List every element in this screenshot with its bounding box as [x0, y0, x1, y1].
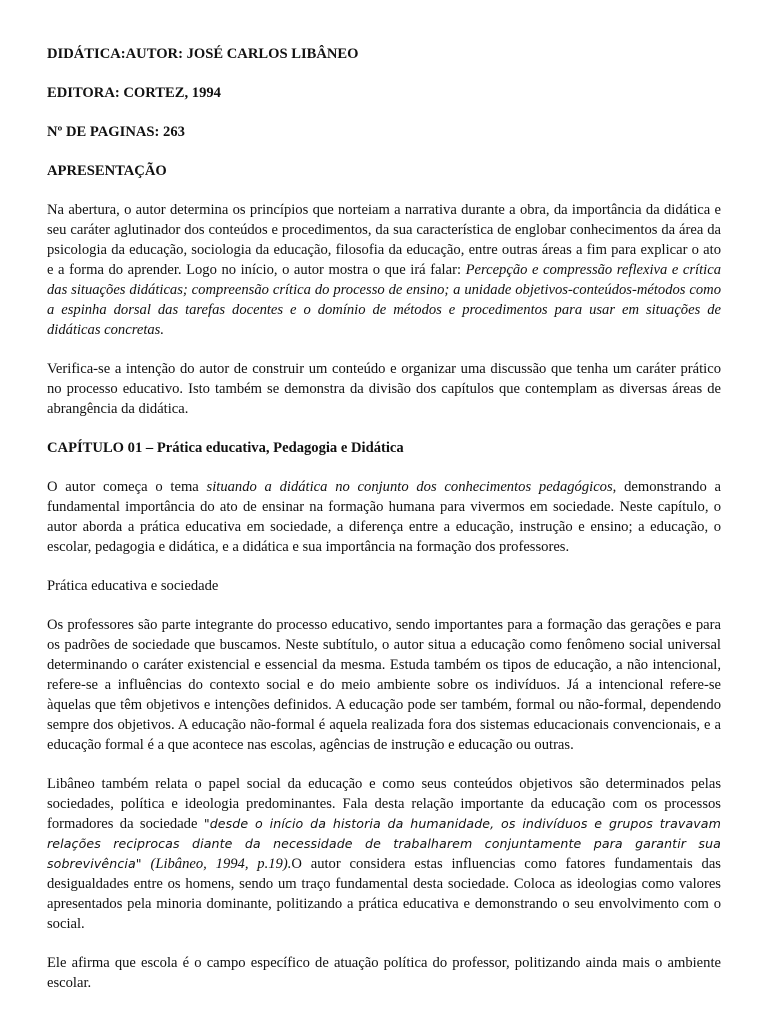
document-title: DIDÁTICA:AUTOR: JOSÉ CARLOS LIBÂNEO — [47, 46, 359, 62]
chapter-1-heading: CAPÍTULO 01 – Prática educativa, Pedagogia e Didática — [47, 440, 404, 456]
intro-paragraph-2: Verifica-se a intenção do autor de construir um conteúdo e organizar uma discussão que tenha um caráter prático no processo educativo. Isto também se demonstra da divisão dos capítulos que contemplam as diversas áreas de abrangência da didática. — [47, 361, 721, 417]
chapter-1-paragraph-3-start: Libâneo também relata o papel social da educação e como seus conteúdos objetivos são determinados pelas sociedades, política e ideologia predominantes. Fala desta relação importante da educação com os processos formadores da sociedade — [47, 776, 721, 832]
chapter-1-quote: "desde o início da historia da humanidade, os indivíduos e grupos travavam relações reciprocas diante da necessidade de trabalharem conjuntamente para garantir sua sobrevivência" — [47, 816, 721, 871]
chapter-1-paragraph-1-start: O autor começa o tema — [47, 479, 207, 495]
page-count-line: Nº DE PAGINAS: 263 — [47, 124, 185, 140]
subheading-pratica-educativa: Prática educativa e sociedade — [47, 578, 219, 594]
intro-paragraph-1 — [47, 200, 721, 340]
chapter-1-paragraph-1-italic: situando a didática no conjunto dos conhecimentos pedagógicos — [206, 479, 613, 495]
intro-paragraph-1-text: Na abertura, o autor determina os princípios que norteiam a narrativa durante a obra, da importância da didática e seu caráter aglutinador dos conteúdos e procedimentos, da sua característica de englobar conhecimentos da área da psicologia da educação, sociologia da educação, filosofia da educação, entre outras áreas a fim para explicar o ato e a forma do aprender. Logo no início, o autor mostra o que irá falar: — [47, 202, 721, 278]
intro-paragraph-1-italic: Percepção e compressão reflexiva e crítica das situações didáticas; compreensão crítica do processo de ensino; a unidade objetivos-conteúdos-métodos como a espinha dorsal das tarefas docentes e o domínio de métodos e procedimentos para usar em situações de didáticas concretas. — [47, 262, 721, 338]
document-body — [47, 44, 721, 993]
chapter-1-paragraph-2: Os professores são parte integrante do processo educativo, sendo importantes para a formação das gerações e para os padrões de sociedade que buscamos. Neste subtítulo, o autor situa a educação como fenômeno social universal determinando o caráter existencial e essencial da mesma. Estuda também os tipos de educação, a não intencional, refere-se a influências do contexto social e do meio ambiente sobre os indivíduos. Já a intencional refere-se àquelas que têm objetivos e intenções definidos. A educação pode ser também, formal ou não-formal, dependendo sempre dos objetivos. A educação não-formal é aquela realizada fora dos sistemas educacionais convencionais, e a educação formal é a que acontece nas escolas, agências de instrução e educação ou outras. — [47, 617, 721, 753]
chapter-1-citation: (Libâneo, 1994, p.19). — [141, 856, 292, 872]
publisher-line: EDITORA: CORTEZ, 1994 — [47, 85, 221, 101]
chapter-1-paragraph-3 — [47, 774, 721, 934]
chapter-1-paragraph-3-end: O autor considera estas influencias como fatores fundamentais das desigualdades entre os homens, sendo um traço fundamental desta sociedade. Coloca as ideologias como valores apresentados pela minoria dominante, politizando a prática educativa e demonstrando o seu envolvimento com o social. — [47, 856, 721, 932]
chapter-1-paragraph-1-end: , demonstrando a fundamental importância do ato de ensinar na formação humana para vivermos em sociedade. Neste capítulo, o autor aborda a prática educativa em sociedade, a diferença entre a educação, instrução e ensino; a educação, o escolar, pedagogia e didática, e a didática e sua importância na formação dos professores. — [47, 479, 721, 555]
chapter-1-paragraph-4: Ele afirma que escola é o campo específico de atuação política do professor, politizando ainda mais o ambiente escolar. — [47, 955, 721, 991]
chapter-1-paragraph-1 — [47, 477, 721, 557]
section-heading-apresentacao: APRESENTAÇÃO — [47, 163, 167, 179]
